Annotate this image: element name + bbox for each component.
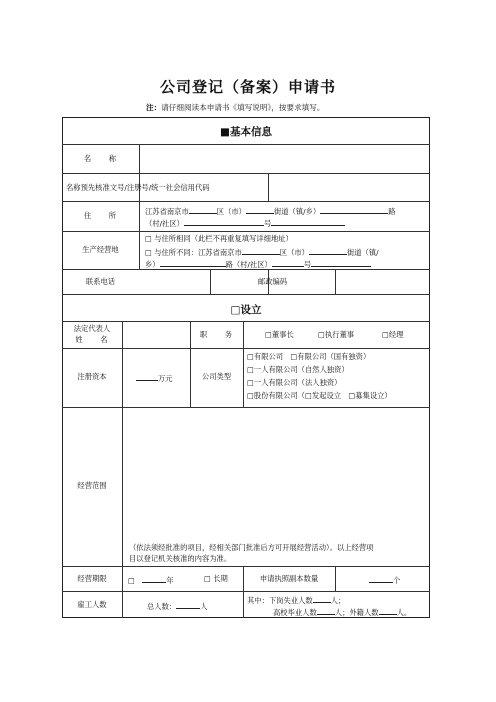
company-type-label: 公司类型 — [201, 372, 232, 381]
residence-line-1[interactable]: 江苏省南京市 区（市） 街道（镇/乡） 路 — [145, 207, 396, 216]
company-type-option[interactable]: □一人有限公司（法人独资） — [247, 378, 342, 387]
prenumber-label: 名称预先核准文号/注册号/统一社会信用代码 — [66, 183, 210, 192]
production-address-line[interactable]: 乡） 路（村/社区） 号 — [145, 258, 371, 270]
registered-capital-field[interactable]: 万元 — [136, 372, 173, 384]
company-name-label: 名 称 — [83, 154, 118, 163]
company-name-field[interactable] — [140, 145, 429, 172]
business-scope-note: （依法须经批准的项目，经相关部门批准后方可开展经营活动）。以上经营项 — [129, 543, 374, 552]
company-type-option[interactable]: □有限公司 □有限公司（国有独资） — [247, 352, 371, 361]
form-note — [146, 102, 324, 113]
legal-rep-name-label: 姓 名 — [75, 335, 109, 344]
note-text: 请仔细阅读本申请书《填写说明》，按要求填写。 — [161, 103, 325, 112]
row-divider — [62, 566, 430, 567]
employees-laid-off-field[interactable]: 其中：下岗失业人数 人； — [247, 596, 346, 605]
license-copies-field[interactable]: 个 — [369, 574, 400, 586]
phone-label: 联系电话 — [85, 277, 116, 286]
row-divider — [62, 321, 430, 322]
position-label: 职 务 — [199, 330, 234, 339]
phone-field[interactable] — [140, 270, 210, 294]
legal-rep-name-field[interactable] — [123, 322, 189, 347]
residence-line-2[interactable]: （村/社区） 号 — [145, 217, 345, 229]
prenumber-field[interactable] — [269, 174, 429, 200]
operating-term-label: 经营期限 — [77, 574, 107, 583]
company-type-option[interactable]: □一人有限公司（自然人独资） — [247, 365, 349, 374]
business-scope-note: 目以登记机关核准的内容为准。 — [129, 554, 232, 563]
business-scope-field[interactable] — [123, 408, 429, 538]
employees-label: 雇工人数 — [77, 600, 107, 609]
row-divider — [62, 591, 430, 592]
legal-rep-label: 法定代表人 — [73, 324, 111, 333]
column-divider — [335, 566, 336, 591]
position-chairman-checkbox[interactable]: □董事长 — [265, 330, 294, 339]
row-divider — [62, 231, 430, 232]
row-divider — [62, 201, 430, 202]
section-heading-basic-info: ■基本信息 — [220, 126, 272, 138]
operating-term-years-option[interactable]: □ 年 — [128, 576, 174, 585]
business-scope-label: 经营范围 — [77, 481, 107, 490]
position-manager-checkbox[interactable]: □经理 — [382, 330, 404, 339]
production-diff-option[interactable]: □ 与住所不同：江苏省南京市 区（市） 街道（镇/ — [145, 248, 379, 257]
row-divider — [62, 294, 430, 295]
employees-total-field[interactable]: 总人数： 人 — [147, 602, 208, 611]
production-same-option[interactable]: □ 与住所相同（此栏不再重复填写详细地址） — [145, 234, 293, 243]
row-divider — [62, 348, 430, 349]
registered-capital-label: 注册资本 — [77, 372, 107, 381]
postal-code-field[interactable] — [336, 270, 429, 294]
column-divider — [243, 321, 244, 407]
note-label: 注： — [146, 103, 162, 112]
license-copies-label: 申请执照副本数量 — [259, 574, 319, 583]
postal-code-label: 邮政编码 — [257, 277, 288, 286]
production-site-label: 生产经营地 — [82, 245, 119, 254]
section-heading-establish: □设立 — [230, 304, 262, 316]
position-executive-director-checkbox[interactable]: □执行董事 — [318, 330, 355, 339]
form-title: 公司登记（备案）申请书 — [159, 78, 336, 96]
operating-term-long-option[interactable]: □ 长期 — [204, 574, 228, 583]
company-type-option[interactable]: □股份有限公司（□发起设立 □募集设立） — [247, 391, 392, 400]
employees-graduates-foreign-field[interactable]: 高校毕业人数 人；外籍人数 人。 — [273, 608, 412, 617]
residence-label: 住 所 — [83, 211, 118, 220]
